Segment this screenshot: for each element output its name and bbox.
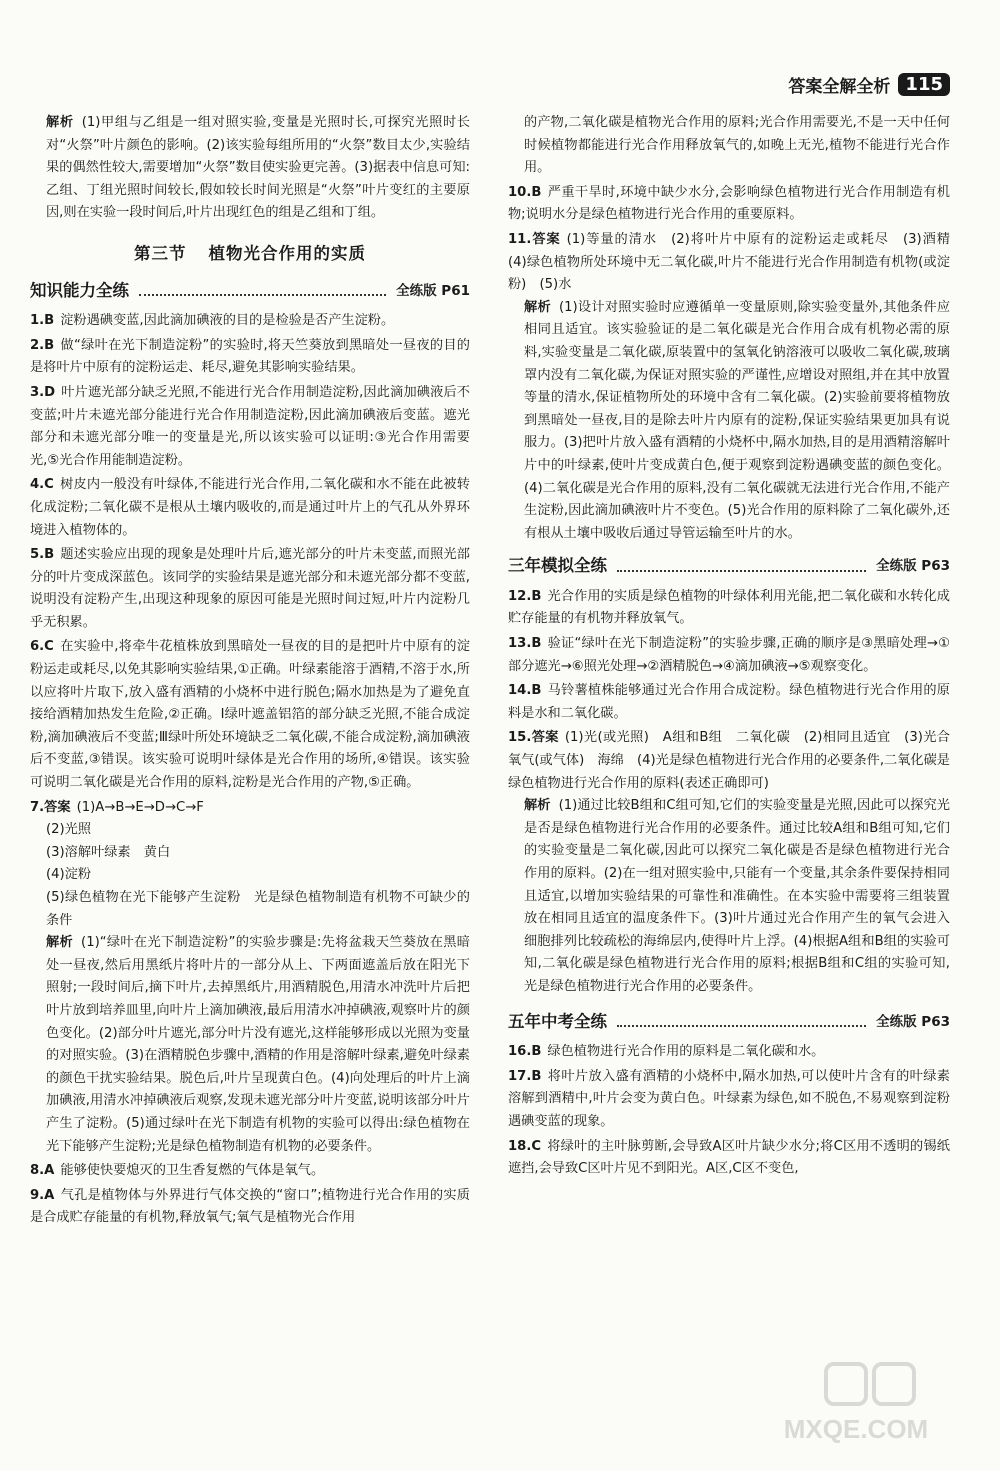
question-number: 11.答案	[508, 231, 561, 247]
question-text: 验证“绿叶在光下制造淀粉”的实验步骤,正确的顺序是③黑暗处理→①部分遮光→⑥照光处理→②酒精脱色→④滴加碘液→⑤观察变化。	[508, 636, 950, 674]
question-number: 10.B	[508, 184, 542, 200]
question-1	[30, 310, 470, 333]
question-4	[30, 474, 470, 542]
question-number: 17.B	[508, 1068, 542, 1084]
analysis-text: (1)“绿叶在光下制造淀粉”的实验步骤是:先将盆栽天竺葵放在黑暗处一昼夜,然后用黑纸片将叶片的一部分从上、下两面遮盖后放在阳光下照射;一段时间后,摘下叶片,去掉黑纸片,用酒精脱色,用清水冲洗叶片后把叶片放到培养皿里,向叶片上滴加碘液,最后用清水冲掉碘液,观察叶片的颜色变化。(2)部分叶片遮光,部分叶片没有遮光,这样能够形成以光照为变量的对照实验。(3)在酒精脱色步骤中,酒精的作用是溶解叶绿素,避免叶绿素的颜色干扰实验结果。脱色后,叶片呈现黄白色。(4)向处理后的叶片上滴加碘液,用清水冲掉碘液后观察,发现未遮光部分叶片变蓝,说明该部分叶片产生了淀粉。(5)通过绿叶在光下制造有机物的实验可以得出:绿色植物在光下能够产生淀粉;光是绿色植物制造有机物的必要条件。	[46, 935, 470, 1154]
question-11	[508, 229, 964, 297]
analysis-text: (1)通过比较B组和C组可知,它们的实验变量是光照,因此可以探究光是否是绿色植物进行光合作用的必要条件。通过比较A组和B组可知,它们的实验变量是二氧化碳,因此可以探究二氧化碳是否是绿色植物进行光合作用的原料。(2)在一组对照实验中,只能有一个变量,其余条件要保持相同且适宜,以增加实验结果的可靠性和准确性。在本实验中需要将三组装置放在相同且适宜的温度条件下。(3)叶片通过光合作用产生的氧气会进入细胞排列比较疏松的海绵层内,使得叶片上浮。(4)根据A组和B组的实验可知,二氧化碳是绿色植物进行光合作用的原料;根据B组和C组的实验可知,光是绿色植物进行光合作用的必要条件。	[524, 798, 950, 994]
question-15	[508, 727, 964, 795]
question-text: 将绿叶的主叶脉剪断,会导致A区叶片缺少水分;将C区用不透明的锡纸遮挡,会导致C区叶片见不到阳光。A区,C区不变色,	[508, 1138, 950, 1177]
three-year-bar-title: 三年模拟全练	[508, 556, 607, 576]
three-year-bar-page: 全练版 P63	[876, 558, 950, 575]
answer-line: (1)A→B→E→D→C→F	[76, 799, 204, 815]
question-number: 9.A	[30, 1187, 55, 1203]
intro-analysis-text: (1)甲组与乙组是一组对照实验,变量是光照时长,可探究光照时长对“火祭”叶片颜色的影响。(2)该实验每组所用的“火祭”数目太少,实验结果的偶然性较大,需要增加“火祭”数目使实验更完善。(3)据表中信息可知:乙组、丁组光照时间较长,假如较长时间光照是“火祭”叶片变红的主要原因,则在实验一段时间后,叶片出现红色的组是乙组和丁组。	[46, 115, 470, 221]
question-number: 13.B	[508, 636, 542, 652]
right-column	[508, 112, 964, 1181]
analysis-keyword: 解析	[524, 299, 551, 315]
section-title	[30, 243, 470, 266]
question-17	[508, 1066, 950, 1134]
dotted-divider	[617, 570, 866, 572]
question-number: 15.答案	[508, 730, 559, 746]
question-text: 题述实验应出现的现象是处理叶片后,遮光部分的叶片未变蓝,而照光部分的叶片变成深蓝色。该同学的实验结果是遮光部分和未遮光部分都不变蓝,说明没有淀粉产生,出现这种现象的原因可能是光照时间过短,叶片内淀粉几乎无积累。	[30, 547, 470, 630]
analysis-text: (1)设计对照实验时应遵循单一变量原则,除实验变量外,其他条件应相同且适宜。该实验验证的是二氧化碳是光合作用合成有机物必需的原料,实验变量是二氧化碳,原装置中的氢氧化钠溶液可以吸收二氧化碳,玻璃罩内没有二氧化碳,为保证对照实验的严谨性,应增设对照组,并在其中放置等量的清水,保证植物所处的环境中含有二氧化碳。(2)实验前要将植物放到黑暗处一昼夜,目的是除去叶片内原有的淀粉,保证实验结果更加具有说服力。(3)把叶片放入盛有酒精的小烧杯中,隔水加热,目的是用酒精溶解叶片中的叶绿素,使叶片变成黄白色,便于观察到淀粉遇碘变蓝的颜色变化。(4)二氧化碳是光合作用的原料,没有二氧化碳就无法进行光合作用,不能产生淀粉,因此滴加碘液叶片不变色。(5)光合作用的原料除了二氧化碳外,还有根从土壤中吸收后通过导管运输至叶片的水。	[524, 299, 951, 541]
question-number: 14.B	[508, 683, 542, 699]
question-number: 18.C	[508, 1138, 542, 1154]
three-year-bar	[508, 555, 950, 578]
question-12	[508, 586, 950, 631]
page-number: 115	[898, 73, 950, 96]
question-6	[30, 636, 470, 794]
question-text: 光合作用的实质是绿色植物的叶绿体利用光能,把二氧化碳和水转化成贮存能量的有机物并释放氧气。	[508, 588, 950, 627]
question-text: 淀粉遇碘变蓝,因此滴加碘液的目的是检验是否产生淀粉。	[60, 313, 395, 329]
question-text: 严重干旱时,环境中缺少水分,会影响绿色植物进行光合作用制造有机物;说明水分是绿色植物进行光合作用的重要原料。	[508, 184, 950, 223]
question-16	[508, 1041, 950, 1064]
question-11-analysis	[508, 297, 950, 546]
answer-text: (1)等量的清水 (2)将叶片中原有的淀粉运走或耗尽 (3)酒精 (4)绿色植物所处环境中无二氧化碳,叶片不能进行光合作用制造有机物(或淀粉) (5)水	[508, 231, 964, 293]
page-header	[788, 72, 950, 97]
question-9-continued: 的产物,二氧化碳是植物光合作用的原料;光合作用需要光,不是一天中任何时候植物都能进行光合作用释放氧气的,如晚上无光,植物不能进行光合作用。	[524, 115, 950, 176]
section-label: 第三节	[134, 243, 187, 263]
dotted-divider	[617, 1025, 866, 1027]
question-number: 2.B	[30, 337, 55, 353]
question-13	[508, 633, 950, 678]
answer-text: (1)光(或光照) A组和B组 二氧化碳 (2)相同且适宜 (3)光合 氧气(或气体) 海绵 (4)光是绿色植物进行光合作用的必要条件,二氧化碳是绿色植物进行光合作用的原料(表述正确即可)	[508, 730, 964, 791]
question-number: 16.B	[508, 1044, 542, 1060]
question-number: 8.A	[30, 1163, 55, 1179]
question-18	[508, 1136, 950, 1181]
dotted-divider	[139, 294, 386, 296]
question-text: 树皮内一般没有叶绿体,不能进行光合作用,二氧化碳和水不能在此被转化成淀粉;二氧化碳不是根从土壤内吸收的,而是通过叶片上的气孔从外界环境进入植物体的。	[30, 477, 470, 538]
intro-analysis	[30, 112, 470, 225]
answer-line: (2)光照	[46, 822, 92, 838]
five-year-bar	[508, 1011, 950, 1034]
answer-line: (4)淀粉	[46, 867, 92, 883]
five-year-bar-title: 五年中考全练	[508, 1011, 607, 1031]
question-number: 5.B	[30, 547, 55, 563]
section-name: 植物光合作用的实质	[208, 243, 366, 263]
question-3	[30, 382, 470, 472]
header-title: 答案全解全析	[788, 77, 891, 97]
left-column	[30, 112, 470, 1230]
question-text: 在实验中,将牵牛花植株放到黑暗处一昼夜的目的是把叶片中原有的淀粉运走或耗尽,以免其影响实验结果,①正确。叶绿素能溶于酒精,不溶于水,所以应将叶片取下,放入盛有酒精的小烧杯中进行脱色;隔水加热是为了避免直接给酒精加热发生危险,②正确。Ⅰ绿叶遮盖铝箔的部分缺乏光照,不能合成淀粉,滴加碘液后不变蓝;Ⅲ绿叶所处环境缺乏二氧化碳,不能合成淀粉,滴加碘液后不变蓝,③错误。该实验可说明叶绿体是光合作用的场所,④错误。该实验可说明二氧化碳是光合作用的原料,淀粉是光合作用的产物,⑤正确。	[30, 639, 470, 791]
analysis-keyword: 解析	[46, 935, 74, 951]
knowledge-bar	[30, 280, 470, 303]
question-15-analysis	[508, 795, 950, 998]
question-text: 叶片遮光部分缺乏光照,不能进行光合作用制造淀粉,因此滴加碘液后不变蓝;叶片未遮光部分能进行光合作用制造淀粉,因此滴加碘液后变蓝。遮光部分和未遮光部分唯一的变量是光,所以该实验可以证明:③光合作用需要光,⑤光合作用能制造淀粉。	[30, 384, 470, 468]
answer-line: (3)溶解叶绿素 黄白	[46, 844, 171, 860]
question-14	[508, 680, 950, 725]
question-text: 气孔是植物体与外界进行气体交换的“窗口”;植物进行光合作用的实质是合成贮存能量的有机物,释放氧气;氧气是植物光合作用	[30, 1187, 470, 1226]
question-text: 马铃薯植株能够通过光合作用合成淀粉。绿色植物进行光合作用的原料是水和二氧化碳。	[508, 683, 950, 721]
question-9	[30, 1185, 470, 1230]
question-text: 做“绿叶在光下制造淀粉”的实验时,将天竺葵放到黑暗处一昼夜的目的是将叶片中原有的淀粉运走、耗尽,避免其影响实验结果。	[30, 337, 470, 376]
question-number: 12.B	[508, 588, 542, 604]
question-8	[30, 1160, 470, 1183]
question-2	[30, 335, 470, 380]
watermark-logo	[756, 1360, 956, 1452]
question-number: 3.D	[30, 384, 56, 400]
question-number: 6.C	[30, 639, 54, 655]
question-text: 将叶片放入盛有酒精的小烧杯中,隔水加热,可以使叶片含有的叶绿素溶解到酒精中,叶片会变为黄白色。叶绿素为绿色,如不脱色,不易观察到淀粉遇碘变蓝的现象。	[508, 1068, 950, 1129]
question-10	[508, 182, 950, 227]
question-number: 7.答案	[30, 799, 71, 815]
watermark-text: MXQE.COM	[783, 1414, 929, 1444]
question-text: 绿色植物进行光合作用的原料是二氧化碳和水。	[547, 1044, 825, 1060]
analysis-keyword: 解析	[524, 798, 551, 814]
five-year-bar-page: 全练版 P63	[876, 1013, 950, 1030]
knowledge-bar-title: 知识能力全练	[30, 280, 129, 300]
question-number: 1.B	[30, 313, 55, 329]
question-5	[30, 544, 470, 634]
question-text: 能够使快要熄灭的卫生香复燃的气体是氧气。	[60, 1163, 325, 1179]
knowledge-bar-page: 全练版 P61	[396, 282, 470, 299]
question-7-analysis	[30, 932, 470, 1158]
question-7	[30, 797, 470, 820]
analysis-keyword: 解析	[46, 115, 74, 130]
question-number: 4.C	[30, 477, 54, 493]
answer-line: (5)绿色植物在光下能够产生淀粉 光是绿色植物制造有机物不可缺少的条件	[46, 890, 470, 928]
